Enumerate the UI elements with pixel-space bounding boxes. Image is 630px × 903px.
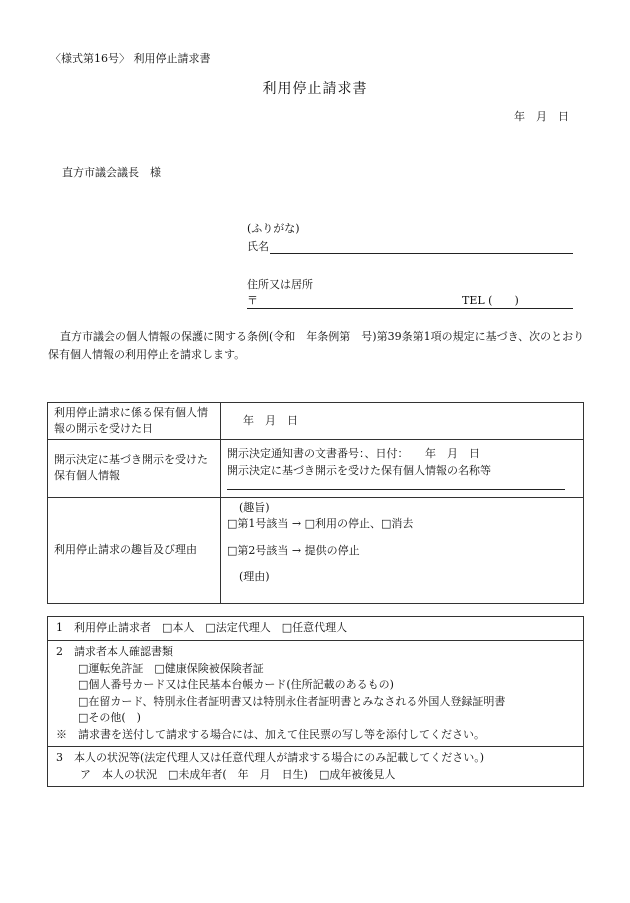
id-doc-option-1[interactable]: □運転免許証 □健康保険被保険者証 (78, 661, 264, 675)
principal-status-section (48, 747, 584, 787)
info-name-line: 開示決定に基づき開示を受けた保有個人情報の名称等 (227, 463, 491, 477)
option-item-1[interactable]: □第1号該当 → □利用の停止、□消去 (227, 517, 414, 531)
id-doc-option-4[interactable]: □その他( ) (78, 711, 141, 724)
address-label: 住所又は居所 (247, 278, 313, 291)
disclosure-date-label: 利用停止請求に係る保有個人情報の開示を受けた日 (48, 403, 221, 440)
intro-paragraph: 直方市議会の個人情報の保護に関する条例(令和 年条例第 号)第39条第1項の規定に基づき、次のとおり保有個人情報の利用停止を請求します。 (48, 330, 585, 361)
postal-mark: 〒 (247, 293, 258, 307)
option-item-2[interactable]: □第2号該当 → 提供の停止 (227, 543, 360, 557)
document-title: 利用停止請求書 (262, 81, 368, 97)
purpose-heading: (趣旨) (239, 500, 270, 514)
request-details-table (47, 402, 584, 604)
identity-documents-section (48, 641, 584, 747)
disclosed-info-label: 開示決定に基づき開示を受けた保有個人情報 (48, 439, 221, 497)
name-label: 氏名 (247, 240, 269, 253)
addressee: 直方市議会議長 様 (62, 166, 161, 179)
notice-number-line: 開示決定通知書の文書番号：、日付： 年 月 日 (227, 447, 480, 461)
tel-label: TEL ( ) (462, 293, 519, 307)
address-field[interactable] (247, 294, 573, 309)
reason-heading: (理由) (239, 570, 270, 584)
requester-type-row[interactable]: 1 利用停止請求者 □本人 □法定代理人 □任意代理人 (48, 617, 584, 641)
purpose-reason-cell[interactable] (221, 497, 584, 603)
name-input-line[interactable] (270, 241, 573, 254)
form-number: 〈様式第16号〉 利用停止請求書 (50, 52, 211, 65)
info-name-input-line[interactable] (227, 479, 565, 490)
id-doc-note: ※ 請求書を送付して請求する場合には、加えて住民票の写し等を添付してください。 (56, 727, 485, 741)
name-field[interactable] (247, 240, 573, 254)
disclosure-date-field[interactable]: 年 月 日 (221, 403, 584, 440)
identity-documents-title: 2 請求者本人確認書類 (56, 645, 173, 658)
principal-status-options[interactable]: ア 本人の状況 □未成年者( 年 月 日生) □成年被後見人 (80, 767, 396, 781)
disclosed-info-cell[interactable] (221, 439, 584, 497)
purpose-reason-label: 利用停止請求の趣旨及び理由 (48, 497, 221, 603)
furigana-label: (ふりがな) (247, 222, 300, 235)
id-doc-option-3[interactable]: □在留カード、特別永住者証明書又は特別永住者証明書とみなされる外国人登録証明書 (78, 694, 506, 708)
id-doc-option-2[interactable]: □個人番号カード又は住民基本台帳カード(住所記載のあるもの) (78, 678, 394, 691)
principal-status-title: 3 本人の状況等(法定代理人又は任意代理人が請求する場合にのみ記載してください。) (56, 751, 485, 764)
supplementary-table (47, 616, 584, 787)
date-field[interactable]: 年 月 日 (514, 110, 569, 123)
